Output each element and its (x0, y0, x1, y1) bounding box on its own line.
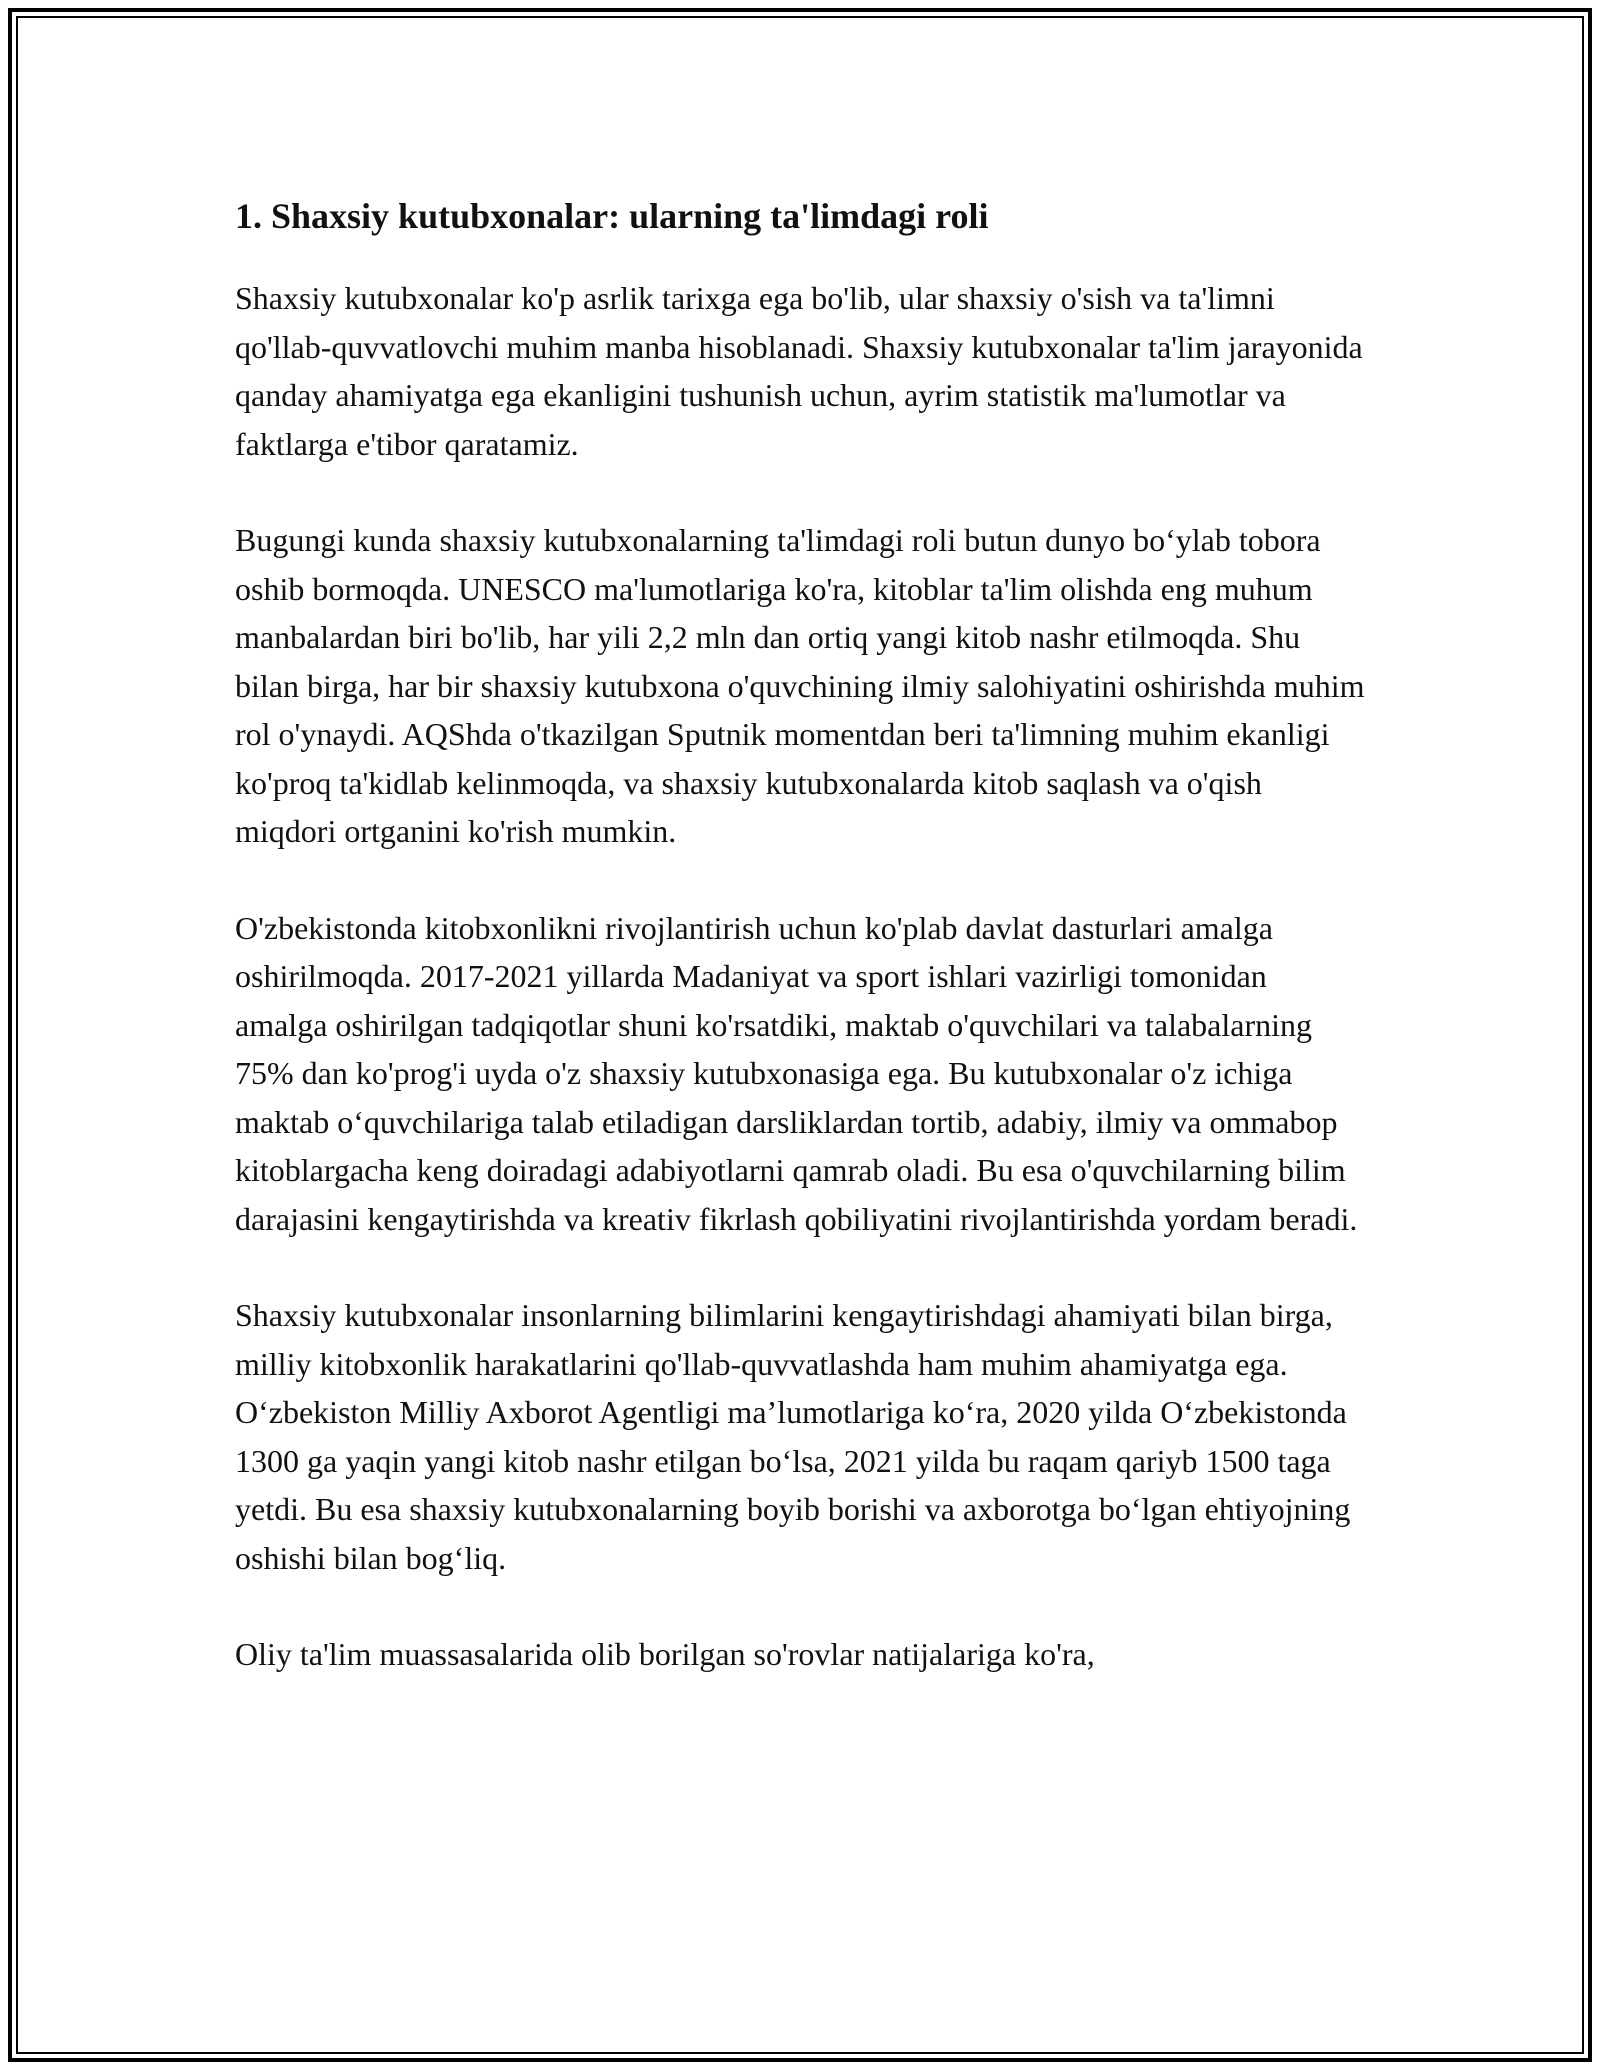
paragraph-4: Shaxsiy kutubxonalar insonlarning bilimlarini kengaytirishdagi ahamiyati bilan birga, milliy kitobxonlik harakatlarini qo'llab-quvvatlashda ham muhim ahamiyatga ega. O‘zbekiston Milliy Axborot Agentligi ma’lumotlariga ko‘ra, 2020 yilda O‘zbekistonda 1300 ga yaqin yangi kitob nashr etilgan bo‘lsa, 2021 yilda bu raqam qariyb 1500 taga yetdi. Bu esa shaxsiy kutubxonalarning boyib borishi va axborotga bo‘lgan ehtiyojning oshishi bilan bog‘liq. (235, 1297, 1351, 1576)
paragraph-5: Oliy ta'lim muassasalarida olib borilgan so'rovlar natijalariga ko'ra, (235, 1636, 1095, 1672)
paragraph-2: Bugungi kunda shaxsiy kutubxonalarning ta'limdagi roli butun dunyo bo‘ylab tobora oshib bormoqda. UNESCO ma'lumotlariga ko'ra, kitoblar ta'lim olishda eng muhum manbalardan biri bo'lib, har yili 2,2 mln dan ortiq yangi kitob nashr etilmoqda. Shu bilan birga, har bir shaxsiy kutubxona o'quvchining ilmiy salohiyatini oshirishda muhim rol o'ynaydi. AQShda o'tkazilgan Sputnik momentdan beri ta'limning muhim ekanligi ko'proq ta'kidlab kelinmoqda, va shaxsiy kutubxonalarda kitob saqlash va o'qish miqdori ortganini ko'rish mumkin. (235, 522, 1365, 849)
section-heading: 1. Shaxsiy kutubxonalar: ularning ta'limdagi roli (235, 196, 989, 236)
paragraph-3: O'zbekistonda kitobxonlikni rivojlantirish uchun ko'plab davlat dasturlari amalga oshirilmoqda. 2017-2021 yillarda Madaniyat va sport ishlari vazirligi tomonidan amalga oshirilgan tadqiqotlar shuni ko'rsatdiki, maktab o'quvchilari va talabalarning 75% dan ko'prog'i uyda o'z shaxsiy kutubxonasiga ega. Bu kutubxonalar o'z ichiga maktab o‘quvchilariga talab etiladigan darsliklardan tortib, adabiy, ilmiy va ommabop kitoblargacha keng doiradagi adabiyotlarni qamrab oladi. Bu esa o'quvchilarning bilim darajasini kengaytirishda va kreativ fikrlash qobiliyatini rivojlantirishda yordam beradi. (235, 909, 1358, 1237)
paragraph-1: Shaxsiy kutubxonalar ko'p asrlik tarixga ega bo'lib, ular shaxsiy o'sish va ta'limni qo'llab-quvvatlovchi muhim manba hisoblanadi. Shaxsiy kutubxonalar ta'lim jarayonida qanday ahamiyatga ega ekanligini tushunish uchun, ayrim statistik ma'lumotlar va faktlarga e'tibor qaratamiz. (235, 280, 1363, 462)
document-body (235, 188, 1365, 1727)
